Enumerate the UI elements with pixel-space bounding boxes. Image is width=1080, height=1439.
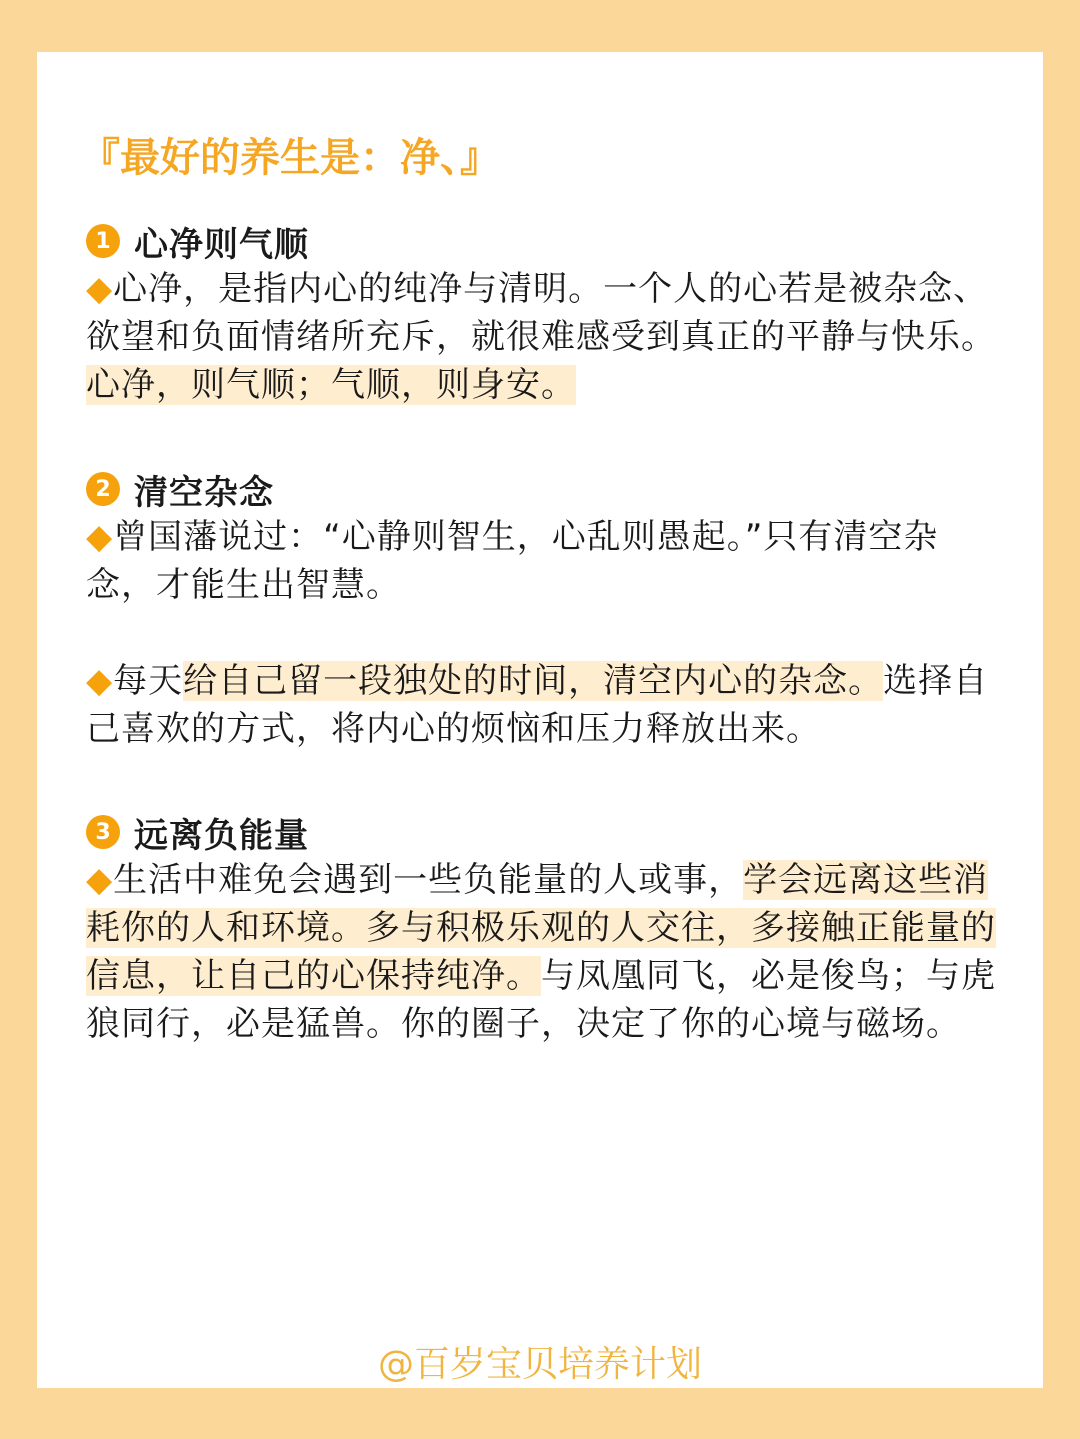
highlighted-text: 学会远离这些消耗你的人和环境。多与积极乐观的人交往，多接触正能量的信息，让自己的心保持纯净。 (86, 860, 996, 996)
number-badge-icon: 2 (86, 472, 120, 506)
highlighted-text: 给自己留一段独处的时间，清空内心的杂念。 (183, 661, 884, 701)
paragraph-text: 与凤凰同飞，必是俊鸟；与虎狼同行，必是猛兽。你的圈子，决定了你的心境与磁场。 (86, 956, 996, 1044)
author-handle: @百岁宝贝培养计划 (377, 1344, 702, 1385)
section-heading (86, 217, 1006, 265)
section-heading-text: 远离负能量 (134, 815, 309, 856)
number-badge-icon: 3 (86, 815, 120, 849)
section-2 (86, 465, 1006, 753)
section-3 (86, 808, 1006, 1048)
section-heading (86, 465, 1006, 513)
diamond-bullet-icon: ◆ (86, 661, 114, 701)
section-paragraph (86, 856, 1006, 1048)
paragraph-text: 心净，是指内心的纯净与清明。一个人的心若是被杂念、欲望和负面情绪所充斥，就很难感受到真正的平静与快乐。 (86, 269, 996, 357)
section-paragraph (86, 265, 1006, 409)
page-title: 『最好的养生是：净、』 (80, 135, 500, 181)
number-badge-icon: 1 (86, 224, 120, 258)
diamond-bullet-icon: ◆ (86, 860, 114, 900)
section-paragraph (86, 513, 1006, 609)
section-1 (86, 217, 1006, 409)
diamond-bullet-icon: ◆ (86, 269, 114, 309)
section-paragraph (86, 657, 1006, 753)
highlighted-text: 心净，则气顺；气顺，则身安。 (86, 365, 576, 405)
paragraph-text: 每天 (113, 661, 184, 701)
section-heading-text: 清空杂念 (134, 472, 274, 513)
section-heading-text: 心净则气顺 (134, 224, 309, 265)
diamond-bullet-icon: ◆ (86, 517, 114, 557)
paragraph-text: 曾国藩说过：“心静则智生，心乱则愚起。”只有清空杂念，才能生出智慧。 (86, 517, 939, 605)
paragraph-text: 选择自己喜欢的方式，将内心的烦恼和压力释放出来。 (86, 661, 989, 749)
section-heading (86, 808, 1006, 856)
paragraph-text: 生活中难免会遇到一些负能量的人或事， (113, 860, 744, 900)
